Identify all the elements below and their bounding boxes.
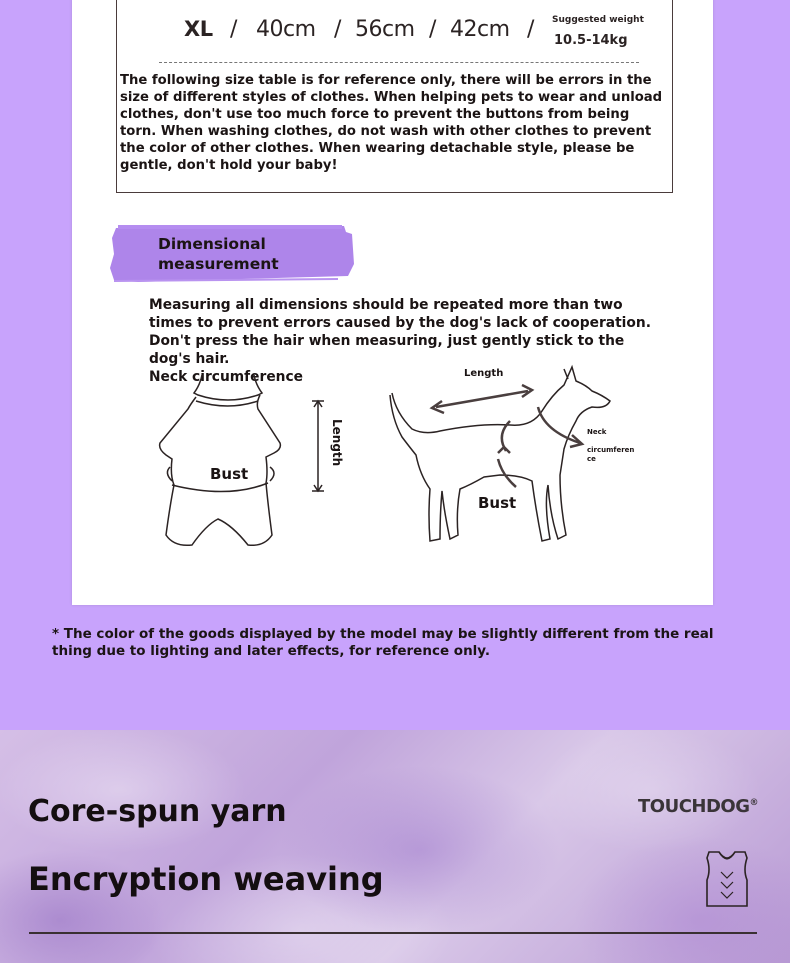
heading-line-1: Dimensional [158, 235, 266, 253]
brand-logo [638, 796, 758, 817]
feature-title-core-spun: Core-spun yarn [28, 794, 287, 829]
separator: / [429, 17, 437, 42]
brand-mark: ® [749, 798, 758, 808]
separator: / [230, 17, 238, 42]
suggested-weight-label: Suggested weight [552, 15, 644, 25]
dog-neck-arrow [538, 407, 582, 447]
suggested-weight-value: 10.5-14kg [554, 33, 628, 48]
measurement-diagram [140, 355, 640, 555]
garment-bust-label: Bust [210, 465, 249, 483]
garment-length-ruler [312, 401, 324, 491]
heading-line-2: measurement [158, 255, 279, 273]
separator: / [334, 17, 342, 42]
dog-length-label: Length [464, 368, 504, 379]
brand-name: TOUCHDOG [638, 796, 750, 817]
size-neck: 40cm [256, 17, 316, 42]
dog-bust-arrow [498, 421, 516, 487]
separator: / [527, 17, 535, 42]
dog-neck-label [587, 428, 634, 464]
neck-circumference-label: Neck circumference [149, 369, 304, 385]
feature-divider [29, 932, 757, 934]
size-length: 42cm [450, 17, 510, 42]
dog-length-arrow [432, 385, 532, 413]
dog-outline [390, 367, 610, 541]
color-disclaimer: * The color of the goods displayed by the model may be slightly different from the real thing due to lighting and later effects, for reference only. [52, 626, 714, 659]
size-note: The following size table is for reference only, there will be errors in the size of different styles of clothes. When helping pets to wear and unload clothes, don't use too much force to prevent the buttons from being torn. When washing clothes, do not wash with other clothes to prevent the color of other clothes. When wearing detachable style, please be gentle, don't hold your baby! [120, 73, 663, 173]
dog-neck-line-1: Neck [587, 428, 607, 436]
garment-and-dog-drawing [140, 355, 640, 555]
dog-neck-line-2: circumferen [587, 446, 635, 454]
size-xl: XL [184, 17, 213, 41]
garment-outline [160, 375, 281, 545]
dog-neck-line-3: ce [587, 455, 596, 463]
vest-icon [703, 850, 751, 910]
size-bust: 56cm [355, 17, 415, 42]
feature-title-encryption: Encryption weaving [28, 860, 384, 898]
dog-bust-label: Bust [478, 494, 517, 512]
measurement-heading [158, 234, 279, 274]
size-row [117, 15, 672, 51]
size-table-box [116, 0, 673, 193]
garment-length-label: Length [330, 419, 344, 467]
instructions-text: Measuring all dimensions should be repeated more than two times to prevent errors caused by the dog's lack of cooperation. Don't press the hair when measuring, just gently stick to the dog's hair. [149, 297, 651, 367]
feature-banner [0, 730, 790, 963]
dashed-divider [159, 62, 639, 63]
